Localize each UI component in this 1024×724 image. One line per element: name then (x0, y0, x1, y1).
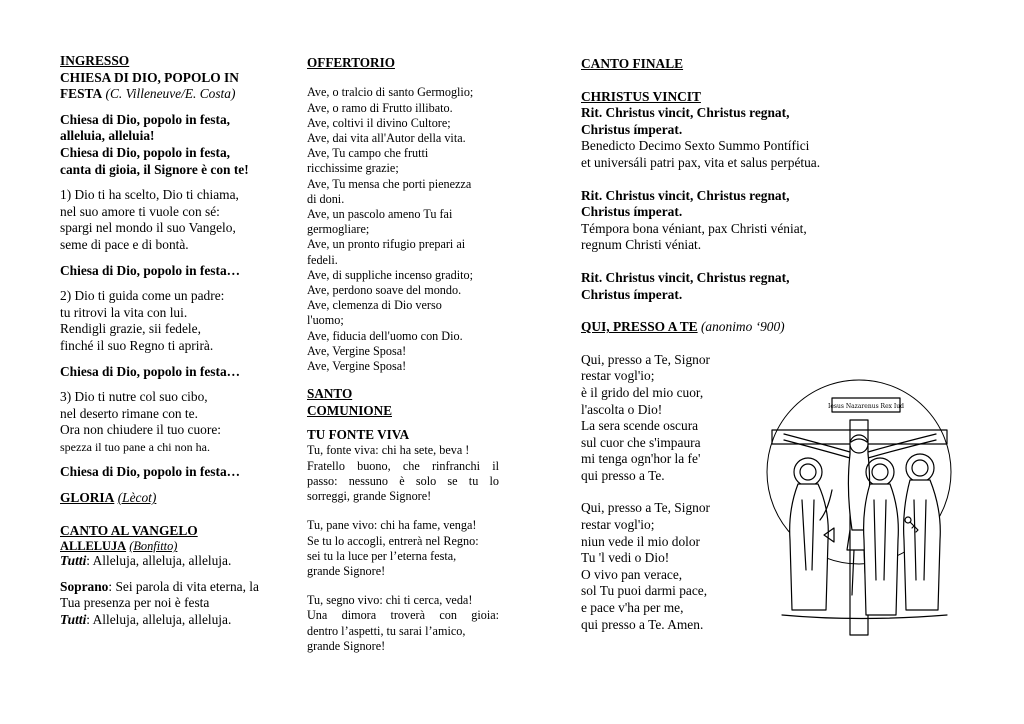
gloria-line (60, 490, 282, 507)
stanza-line: Tu, segno vivo: chi ti cerca, veda! (307, 593, 473, 608)
offertorio-line: Ave, un pronto rifugio prepari ai (307, 237, 466, 252)
soprano-label: Soprano (60, 578, 109, 594)
saint-middle-robe (864, 484, 899, 615)
rit-line: Christus ímperat. (581, 204, 683, 220)
verse-line: 1) Dio ti ha scelto, Dio ti chiama, (60, 187, 239, 203)
stanza-line: restar vogl'io; (581, 517, 655, 533)
offertorio-line: Ave, o tralcio di santo Germoglio; (307, 85, 474, 100)
stanza-line: sorreggi, grande Signore! (307, 489, 432, 504)
soprano-line (60, 579, 282, 596)
offertorio-line: Ave, fiducia dell'uomo con Dio. (307, 328, 463, 343)
saint-right-head (912, 460, 928, 476)
song-title-qui-presso: QUI, PRESSO A TE (581, 319, 698, 335)
saint-left-head (800, 464, 816, 480)
alleluja-line (60, 539, 282, 553)
rit-line: Christus ímperat. (581, 121, 683, 137)
stanza-line: Fratello buono, che rinfranchi il (307, 458, 499, 473)
stanza-line: sei tu la luce per l’eterna festa, (307, 548, 457, 563)
stanza-line: Qui, presso a Te, Signor (581, 500, 710, 516)
offertorio-line: Ave, Tu mensa che porti pienezza (307, 176, 472, 191)
soprano-text: : Sei parola di vita eterna, la (108, 578, 259, 594)
qui-title-line (581, 319, 843, 336)
offertorio-line: Ave, Vergine Sposa! (307, 359, 407, 374)
offertorio-line: Ave, di suppliche incenso gradito; (307, 267, 473, 282)
tutti-label: Tutti (60, 553, 87, 569)
section-heading-comunione: COMUNIONE (307, 402, 392, 418)
stanza-line: l'ascolta o Dio! (581, 401, 663, 417)
section-heading-canto-finale: CANTO FINALE (581, 56, 684, 71)
rit-line: Rit. Christus vincit, Christus regnat, (581, 269, 790, 285)
gloria-author: (Lècot) (117, 490, 157, 506)
stanza-line: La sera scende oscura (581, 418, 699, 434)
refrain-line: Chiesa di Dio, popolo in festa, (60, 111, 231, 127)
stanza-line: mi tenga ogn'hor la fe' (581, 451, 701, 467)
tutti-text: : Alleluja, alleluja, alleluja. (86, 553, 232, 569)
verse-line: Ora non chiudere il tuo cuore: (60, 422, 222, 438)
refrain-line: canta di gioia, il Signore è con te! (60, 161, 249, 177)
verse-line: regnum Christi véniat. (581, 237, 702, 253)
stanza-line: e pace v'ha per me, (581, 600, 684, 616)
offertorio-line: Ave, clemenza di Dio verso (307, 298, 442, 313)
verse-line: Benedicto Decimo Sexto Summo Pontífici (581, 138, 810, 154)
section-heading-offertorio: OFFERTORIO (307, 55, 395, 70)
refrain-line: alleluia, alleluia! (60, 128, 155, 144)
verse-line: et universáli patri pax, vita et salus perpétua. (581, 154, 821, 170)
comunione-stanza-2 (307, 518, 499, 579)
verse-line: Témpora bona véniant, pax Christi véniat, (581, 220, 807, 236)
offertorio-line: Ave, Tu campo che frutti (307, 146, 429, 161)
soprano-line2: Tua presenza per noi è festa (60, 595, 210, 611)
column-offertorio (307, 55, 499, 654)
section-heading-santo: SANTO (307, 386, 353, 402)
tutti-label: Tutti (60, 612, 87, 628)
refrain-short: Chiesa di Dio, popolo in festa… (60, 464, 241, 480)
tutti-text: : Alleluja, alleluja, alleluja. (86, 612, 232, 628)
stanza-line: sul cuor che s'impaura (581, 434, 701, 450)
section-heading-gloria: GLORIA (60, 490, 115, 506)
refrain-short: Chiesa di Dio, popolo in festa… (60, 363, 241, 379)
song-title-festa: FESTA (60, 86, 103, 102)
stanza-line: grande Signore! (307, 563, 386, 578)
section-heading-vangelo: CANTO AL VANGELO (60, 522, 198, 538)
offertorio-line: Ave, coltivi il divino Cultore; (307, 115, 451, 130)
stanza-line: Una dimora troverà con gioia: (307, 608, 499, 623)
verse-line: finché il suo Regno ti aprirà. (60, 337, 214, 353)
verse-line: nel deserto rimane con te. (60, 405, 198, 421)
comunione-stanza-3 (307, 593, 499, 654)
song-title-line2 (60, 86, 282, 103)
offertorio-line: Ave, un pascolo ameno Tu fai (307, 207, 453, 222)
stanza-line: O vivo pan verace, (581, 566, 683, 582)
offertorio-line: ricchissime grazie; (307, 161, 399, 176)
rit-line: Rit. Christus vincit, Christus regnat, (581, 187, 790, 203)
song-title-line1: CHIESA DI DIO, POPOLO IN (60, 69, 239, 85)
alleluja-author: (Bonfitto) (129, 539, 178, 554)
refrain-short: Chiesa di Dio, popolo in festa… (60, 262, 241, 278)
offertorio-line: di doni. (307, 191, 345, 206)
rit-line: Rit. Christus vincit, Christus regnat, (581, 105, 790, 121)
offertorio-line: Ave, perdono soave del mondo. (307, 283, 462, 298)
offertorio-line: Ave, Vergine Sposa! (307, 343, 407, 358)
verse-line: Rendigli grazie, sii fedele, (60, 321, 201, 337)
stanza-line: dentro l’aspetti, tu sarai l’amico, (307, 623, 466, 638)
saint-left-robe (790, 484, 829, 610)
stanza-line: grande Signore! (307, 638, 386, 653)
saint-right-robe (904, 480, 941, 610)
rit-line: Christus ímperat. (581, 286, 683, 302)
verse-line: tu ritrovi la vita con lui. (60, 304, 188, 320)
verse-line: spargi nel mondo il suo Vangelo, (60, 220, 236, 236)
ground-line (782, 615, 947, 619)
stanza-line: qui presso a Te. Amen. (581, 616, 704, 632)
offertorio-text (307, 85, 499, 374)
qui-author: (anonimo ‘900) (700, 319, 785, 335)
section-heading-ingresso: INGRESSO (60, 53, 130, 68)
offertorio-line: Ave, o ramo di Frutto illibato. (307, 100, 453, 115)
tutti-line (60, 553, 282, 570)
song-authors: (C. Villeneuve/E. Costa) (105, 86, 236, 102)
comunione-stanza-1 (307, 443, 499, 504)
stanza-line: passo: nessuno è solo se tu lo (307, 473, 499, 488)
christ-head (850, 435, 868, 453)
stanza-line: è il grido del mio cuor, (581, 384, 704, 400)
verse-line: spezza il tuo pane a chi non ha. (60, 439, 210, 454)
song-title-tu-fonte-viva: TU FONTE VIVA (307, 427, 410, 443)
stanza-line: sol Tu puoi darmi pace, (581, 583, 708, 599)
inri-text: Iesus Nazarenus Rex Iud (828, 403, 904, 410)
tutti-line (60, 612, 282, 629)
song-title-christus-vincit: CHRISTUS VINCIT (581, 88, 701, 104)
offertorio-line: germogliare; (307, 222, 370, 237)
stanza-line: Qui, presso a Te, Signor (581, 351, 710, 367)
offertorio-line: l'uomo; (307, 313, 344, 328)
alleluja-title: ALLELUJA (60, 539, 127, 554)
stanza-line: niun vede il mio dolor (581, 533, 701, 549)
verse-line: nel suo amore ti vuole con sé: (60, 203, 220, 219)
saint-middle-head (872, 464, 888, 480)
offertorio-line: Ave, dai vita all'Autor della vita. (307, 131, 466, 146)
refrain-line: Chiesa di Dio, popolo in festa, (60, 144, 231, 160)
stanza-line: qui presso a Te. (581, 467, 665, 483)
stanza-line: restar vogl'io; (581, 368, 655, 384)
verse-line: 2) Dio ti guida come un padre: (60, 288, 225, 304)
stanza-line: Se tu lo accogli, entrerà nel Regno: (307, 533, 479, 548)
column-ingresso (60, 53, 282, 629)
crucifixion-illustration (762, 360, 957, 660)
verse-line: seme di pace e di bontà. (60, 236, 189, 252)
stanza-line: Tu, pane vivo: chi ha fame, venga! (307, 518, 477, 533)
stanza-line: Tu, fonte viva: chi ha sete, beva ! (307, 443, 470, 458)
offertorio-line: fedeli. (307, 252, 338, 267)
stanza-line: Tu 'l vedi o Dio! (581, 550, 670, 566)
verse-line: 3) Dio ti nutre col suo cibo, (60, 389, 208, 405)
